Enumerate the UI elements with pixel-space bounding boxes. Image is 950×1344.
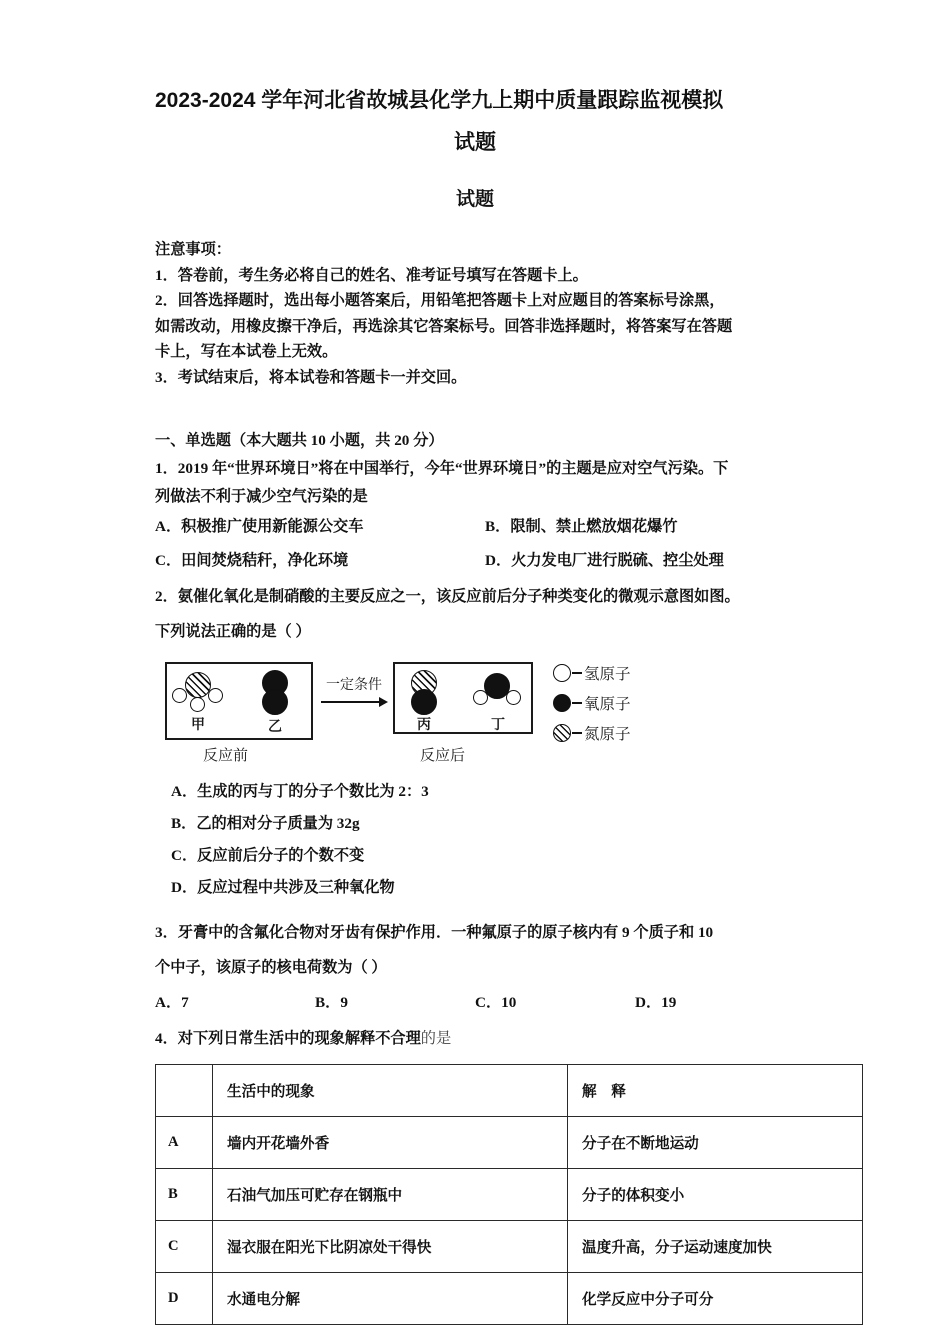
question-1-option-b[interactable]: B．限制、禁止燃放烟花爆竹 <box>485 518 678 535</box>
legend-label-hydrogen: 氢原子 <box>584 666 631 683</box>
hydrogen-atom-icon <box>473 690 488 705</box>
legend-dash <box>572 672 582 674</box>
table-cell-index-c: C <box>156 1221 213 1273</box>
table-cell-index-d: D <box>156 1273 213 1325</box>
table-cell-explanation-b: 分子的体积变小 <box>568 1169 863 1221</box>
section-heading: 一、单选题（本大题共 10 小题，共 20 分） <box>155 432 444 449</box>
question-3-option-a[interactable]: A．7 <box>155 994 189 1011</box>
table-cell-explanation-d: 化学反应中分子可分 <box>568 1273 863 1325</box>
question-4-stem-bold: 4．对下列日常生活中的现象解释不合理 <box>155 1030 421 1047</box>
question-1-option-a[interactable]: A．积极推广使用新能源公交车 <box>155 518 364 535</box>
legend-label-oxygen: 氧原子 <box>584 696 631 713</box>
table-cell-index-b: B <box>156 1169 213 1221</box>
notice-item-2-cont2: 卡上，写在本试卷上无效。 <box>155 343 338 360</box>
question-3-stem-line1: 3．牙膏中的含氟化合物对牙齿有保护作用．一种氟原子的原子核内有 9 个质子和 10 <box>155 924 714 941</box>
table-header-explanation: 解 释 <box>568 1065 863 1117</box>
page-title-line1: 2023-2024 学年河北省故城县化学九上期中质量跟踪监视模拟 <box>155 89 724 112</box>
question-1-options-row1 <box>155 510 795 544</box>
question-3-option-c[interactable]: C．10 <box>475 994 517 1011</box>
notice-heading: 注意事项： <box>155 241 231 258</box>
notice-item-1: 1．答卷前，考生务必将自己的姓名、准考证号填写在答题卡上。 <box>155 266 588 284</box>
notice-item-2-cont: 如需改动，用橡皮擦干净后，再选涂其它答案标号。回答非选择题时，将答案写在答题 <box>155 317 733 335</box>
question-3-options <box>155 988 795 1018</box>
page-title-line2: 试题 <box>454 131 496 154</box>
table-header-index <box>156 1065 213 1117</box>
arrow-head-icon <box>379 697 388 707</box>
question-2-stem-line2: 下列说法正确的是（ ） <box>155 623 311 640</box>
table-cell-explanation-c: 温度升高，分子运动速度加快 <box>568 1221 863 1273</box>
diagram-legend <box>553 658 631 748</box>
legend-item-oxygen <box>553 688 631 718</box>
question-1-stem-line2: 列做法不利于减少空气污染的是 <box>155 488 368 505</box>
legend-dash <box>572 732 582 734</box>
question-1-options-row2 <box>155 544 795 578</box>
legend-dash <box>572 702 582 704</box>
hydrogen-atom-icon <box>172 688 187 703</box>
table-cell-phenomenon-a: 墙内开花墙外香 <box>213 1117 568 1169</box>
question-2-options <box>155 776 795 904</box>
caption-before-reaction: 反应前 <box>203 747 249 764</box>
caption-after-reaction: 反应后 <box>420 747 466 764</box>
page-title <box>155 80 795 164</box>
oxygen-atom-icon <box>411 689 437 715</box>
notice-item-2: 2．回答选择题时，选出每小题答案后，用铅笔把答题卡上对应题目的答案标号涂黑， <box>155 292 725 309</box>
question-2-option-c[interactable]: C．反应前后分子的个数不变 <box>171 847 365 864</box>
nitrogen-atom-icon <box>553 724 571 742</box>
table-row[interactable] <box>156 1117 863 1169</box>
question-3-stem-line2: 个中子，该原子的核电荷数为（ ） <box>155 959 387 976</box>
table-row[interactable] <box>156 1221 863 1273</box>
question-2-option-d[interactable]: D．反应过程中共涉及三种氧化物 <box>171 879 395 896</box>
question-4-stem <box>155 1026 795 1052</box>
legend-item-hydrogen <box>553 658 631 688</box>
question-4-table <box>155 1064 863 1325</box>
molecule-label-bing: 丙 <box>417 716 431 732</box>
table-cell-phenomenon-d: 水通电分解 <box>213 1273 568 1325</box>
molecule-label-ding: 丁 <box>491 716 505 732</box>
arrow-bar <box>321 701 381 703</box>
oxygen-atom-icon <box>262 689 288 715</box>
products-box <box>393 662 533 734</box>
oxygen-atom-icon <box>553 694 571 712</box>
legend-label-nitrogen: 氮原子 <box>584 726 631 743</box>
hydrogen-atom-icon <box>506 690 521 705</box>
molecule-label-jia: 甲 <box>191 716 205 732</box>
notice-item-3: 3．考试结束后，将本试卷和答题卡一并交回。 <box>155 368 467 386</box>
reaction-condition-label: 一定条件 <box>326 676 382 692</box>
hydrogen-atom-icon <box>208 688 223 703</box>
hydrogen-atom-icon <box>553 664 571 682</box>
table-row[interactable] <box>156 1169 863 1221</box>
question-2-option-a[interactable]: A．生成的丙与丁的分子个数比为 2：3 <box>171 783 429 800</box>
table-cell-explanation-a: 分子在不断地运动 <box>568 1117 863 1169</box>
reaction-arrow <box>321 674 387 708</box>
question-2-option-b[interactable]: B．乙的相对分子质量为 32g <box>171 815 360 832</box>
question-1-option-d[interactable]: D．火力发电厂进行脱硫、控尘处理 <box>485 552 724 569</box>
table-header-row <box>156 1065 863 1117</box>
hydrogen-atom-icon <box>190 697 205 712</box>
question-2-stem-line1: 2．氨催化氧化是制硝酸的主要反应之一，该反应前后分子种类变化的微观示意图如图。 <box>155 588 740 605</box>
notice-block <box>155 237 795 390</box>
question-3-option-b[interactable]: B．9 <box>315 994 348 1011</box>
table-cell-index-a: A <box>156 1117 213 1169</box>
page-content <box>155 0 795 1325</box>
reactants-box <box>165 662 313 740</box>
legend-item-nitrogen <box>553 718 631 748</box>
question-1-stem-line1: 1．2019 年“世界环境日”将在中国举行，今年“世界环境日”的主题是应对空气污染。下 <box>155 460 729 477</box>
question-3-option-d[interactable]: D．19 <box>635 994 677 1011</box>
table-header-phenomenon: 生活中的现象 <box>213 1065 568 1117</box>
table-cell-phenomenon-b: 石油气加压可贮存在钢瓶中 <box>213 1169 568 1221</box>
reaction-diagram <box>155 658 795 770</box>
table-row[interactable] <box>156 1273 863 1325</box>
arrow-shaft <box>321 696 387 708</box>
question-1-option-c[interactable]: C．田间焚烧秸秆，净化环境 <box>155 552 349 569</box>
page-subtitle: 试题 <box>455 189 494 210</box>
molecule-label-yi: 乙 <box>268 718 282 734</box>
table-cell-phenomenon-c: 湿衣服在阳光下比阴凉处干得快 <box>213 1221 568 1273</box>
question-4-stem-light: 的是 <box>420 1030 452 1047</box>
